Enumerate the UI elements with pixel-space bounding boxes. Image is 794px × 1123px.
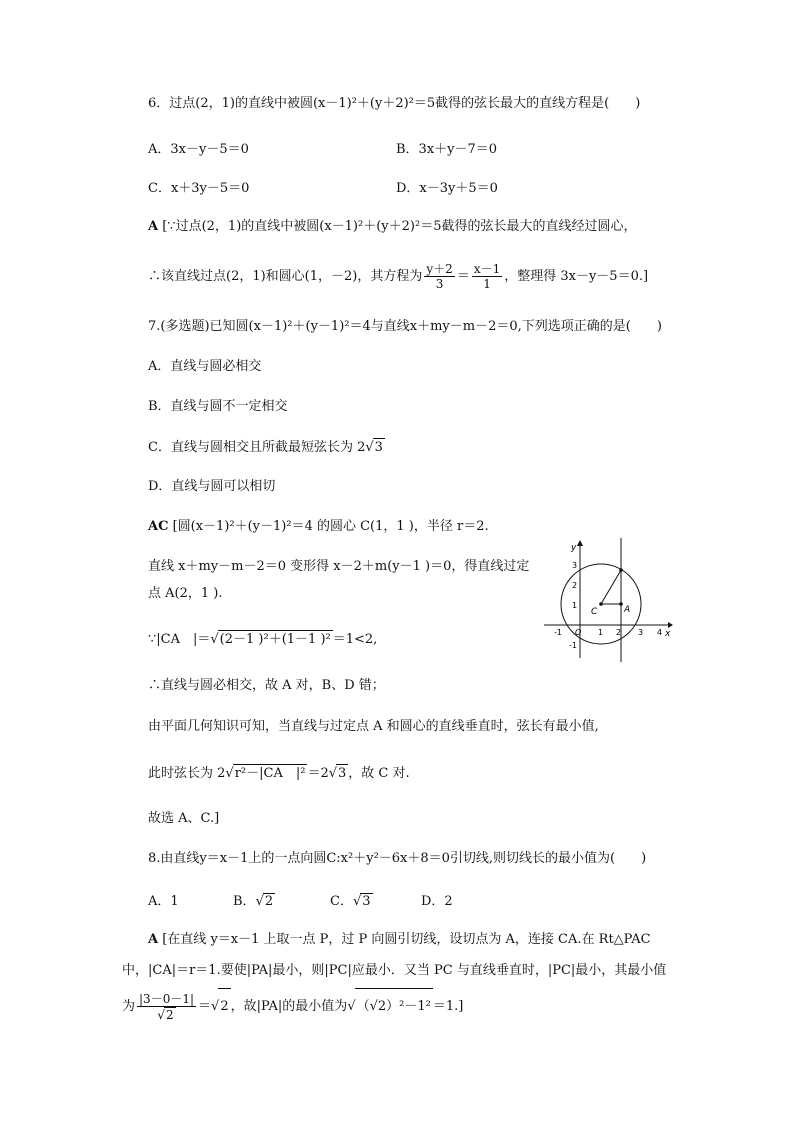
q7-option-c-radicand: 3 (374, 440, 383, 455)
q7-solution-text4a: ∵|CA |＝ (148, 632, 211, 647)
x-tick-1: 1 (598, 628, 604, 637)
point-a (619, 602, 623, 606)
y-tick-2: 2 (572, 581, 578, 590)
q8-solution-line1 (148, 931, 651, 949)
q6-fraction-2 (472, 262, 502, 291)
circle-figure (540, 536, 675, 664)
y-axis-arrow-icon (577, 540, 583, 546)
q7-solution-line4 (148, 630, 377, 649)
q8-solution-text1: [在直线 y＝x－1 上取一点 P，过 P 向圆引切线，设切点为 A，连接 CA.在 Rt△PAC (162, 932, 651, 947)
q6-answer: A (148, 219, 159, 234)
x-tick-4: 4 (657, 628, 663, 637)
q8-solution-text3a: 为 (122, 999, 136, 1014)
q6-frac2-num: x－1 (473, 262, 501, 276)
q6-option-c: C．x＋3y－5＝0 (148, 181, 250, 196)
q7-option-c-text: C．直线与圆相交且所截最短弦长为 2 (148, 440, 366, 455)
q6-solution-line1 (148, 218, 636, 236)
q6-frac1-den: 3 (435, 277, 444, 291)
q8-stem: 8.由直线y＝x－1上的一点向圆C:x²＋y²－6x＋8＝0引切线,则切线长的最小值为( ) (148, 851, 647, 866)
q7-option-c (148, 438, 385, 457)
q7-option-b: B．直线与圆不一定相交 (148, 399, 288, 414)
q7-solution-line8: 故选 A、C.] (148, 811, 220, 826)
q8-option-a: A．1 (148, 894, 179, 909)
x-tick-3: 3 (638, 628, 644, 637)
q8-frac-den-radicand: 2 (166, 1007, 174, 1022)
x-axis-arrow-icon (668, 622, 673, 628)
q7-solution-line2: 直线 x＋my－m－2＝0 变形得 x－2＋m(y－1 )＝0，得直线过定 (148, 559, 530, 574)
q8-option-b (233, 890, 275, 909)
y-tick-3: 3 (572, 561, 578, 570)
q8-option-c-radicand: 3 (362, 894, 371, 909)
y-tick-minus-1: -1 (569, 641, 577, 650)
q8-solution-radicand3: 2 (218, 988, 230, 1025)
q8-option-d: D．2 (421, 894, 453, 909)
q7-stem: 7.(多选题)已知圆(x－1)²＋(y－1)²＝4与直线x＋my－m－2＝0,下列选项正确的是( ) (148, 319, 662, 334)
q6-solution-text1: [∵过点(2，1)的直线中被圆(x－1)²＋(y＋2)²＝5截得的弦长最大的直线经过圆心， (162, 219, 637, 234)
q6-option-b: B．3x＋y－7＝0 (396, 142, 498, 157)
sqrt-icon: √ (328, 766, 338, 781)
q8-solution-text3c: ，故|PA|的最小值为 (230, 999, 348, 1014)
q8-solution-line3 (122, 988, 463, 1025)
sqrt-icon: √ (210, 632, 219, 647)
q7-solution-line1 (148, 518, 489, 536)
q6-fraction-1 (424, 262, 454, 291)
intersection-point (619, 568, 623, 572)
q7-solution-line3: 点 A(2，1 ). (148, 586, 223, 601)
y-tick-1: 1 (572, 601, 578, 610)
q8-option-c (330, 890, 373, 909)
q8-option-b-prefix: B． (233, 894, 256, 909)
q8-option-c-prefix: C． (330, 894, 353, 909)
q8-frac-den (137, 1007, 196, 1022)
q6-option-d: D．x－3y＋5＝0 (396, 181, 498, 196)
q7-solution-text1: [圆(x－1)²＋(y－1)²＝4 的圆心 C(1，1 )，半径 r＝2. (172, 519, 489, 534)
sqrt-icon: √ (225, 766, 234, 781)
q6-solution-text2b: ，整理得 3x－y－5＝0.] (504, 269, 649, 284)
q8-solution-text3b: ＝ (198, 999, 212, 1014)
q7-answer: AC (148, 519, 169, 534)
q8-fraction (137, 992, 196, 1022)
q7-solution-text7c: ，故 C 对. (348, 766, 410, 781)
q8-solution-text3d: ＝1.] (432, 999, 464, 1014)
sqrt-icon: √ (365, 440, 374, 455)
origin-label: O (575, 628, 582, 637)
point-a-label: A (624, 605, 631, 615)
q7-solution-text7a: 此时弦长为 2 (148, 766, 226, 781)
sqrt-icon: √ (255, 894, 264, 909)
q7-solution-radicand7: r²－|CA |² (234, 766, 306, 781)
y-axis-label: y (571, 543, 577, 553)
sqrt-icon: √ (347, 999, 356, 1014)
q8-solution-line2: 中，|CA|＝r＝1.要使|PA|最小，则|PC|应最小．又当 PC 与直线垂直时，|PC|最小，其最小值 (122, 963, 667, 978)
q6-frac1-num: y＋2 (426, 262, 453, 276)
q8-answer: A (148, 932, 159, 947)
q7-option-a: A．直线与圆必相交 (148, 359, 262, 374)
center-label: C (591, 607, 598, 617)
sqrt-icon: √ (157, 1007, 166, 1022)
sqrt-icon: √ (352, 894, 362, 909)
x-tick-minus-1: -1 (554, 628, 562, 637)
q7-solution-radicand4: (2－1 )²＋(1－1 )² (219, 632, 331, 647)
q7-solution-line5: ∴直线与圆必相交，故 A 对，B、D 错； (148, 678, 385, 693)
q7-solution-line7 (148, 764, 410, 783)
center-point (599, 602, 603, 606)
q7-solution-text4b: ＝1<2, (332, 632, 378, 647)
q8-option-b-radicand: 2 (264, 894, 274, 909)
q8-solution-radicand3b: （√2）²－1² (355, 988, 433, 1025)
q7-solution-radicand7b: 3 (338, 766, 347, 781)
q6-solution-line2 (148, 258, 648, 296)
x-axis-label: x (665, 629, 671, 639)
q7-option-d: D．直线与圆可以相切 (148, 479, 276, 494)
sqrt-icon: √ (211, 999, 220, 1014)
q7-solution-line6: 由平面几何知识可知，当直线与过定点 A 和圆心的直线垂直时，弦长有最小值, (148, 719, 599, 734)
q6-option-a: A．3x－y－5＝0 (148, 142, 249, 157)
q7-solution-text7b: ＝2 (307, 766, 329, 781)
x-tick-2: 2 (616, 628, 622, 637)
q6-solution-text2a: ∴该直线过点(2，1)和圆心(1，－2)，其方程为 (148, 269, 423, 284)
q6-equals: ＝ (456, 269, 470, 284)
segment-radius (601, 570, 621, 604)
q6-stem: 6．过点(2，1)的直线中被圆(x－1)²＋(y＋2)²＝5截得的弦长最大的直线方程是( ) (148, 96, 641, 111)
q8-frac-num: |3－0－1| (139, 991, 195, 1006)
q6-frac2-den: 1 (483, 277, 491, 291)
